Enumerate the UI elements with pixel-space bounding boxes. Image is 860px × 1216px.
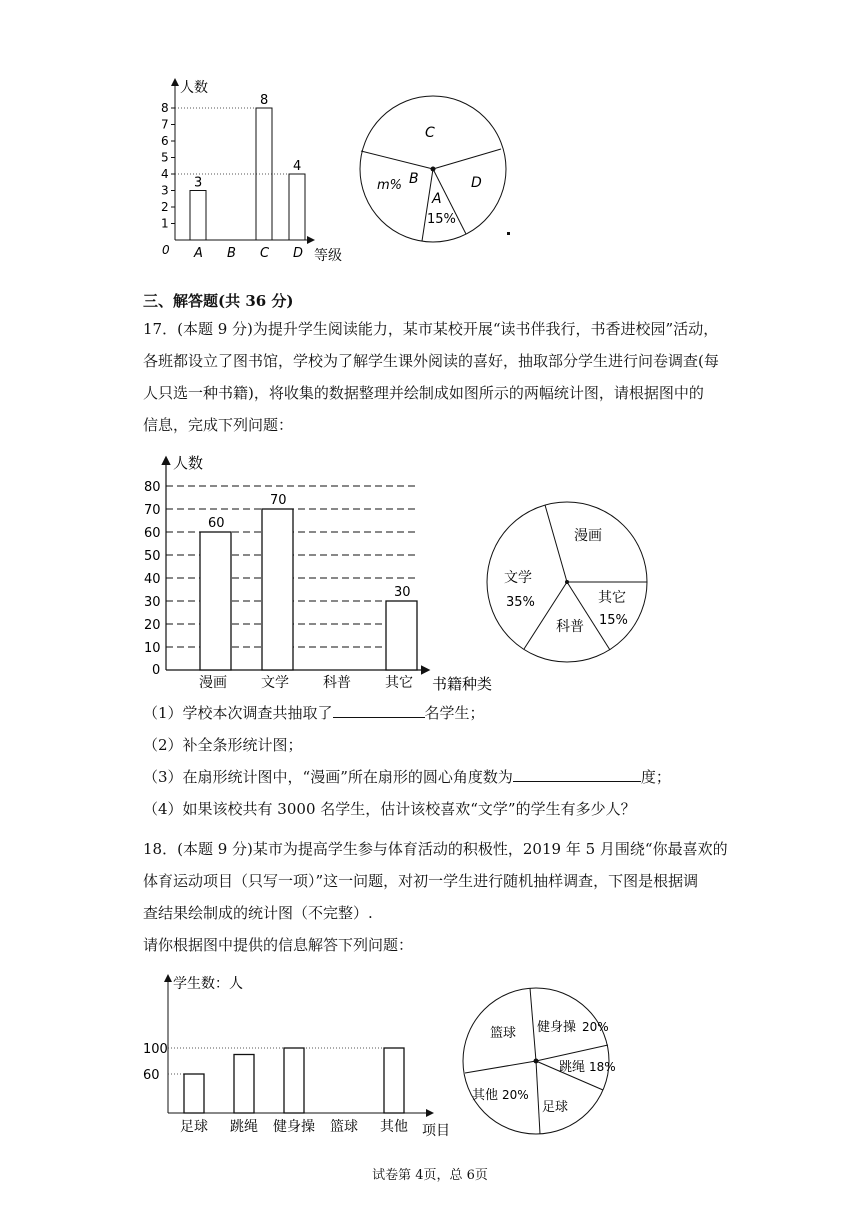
pie-label-wenxue-percent: 35% — [506, 595, 535, 610]
pie-label-qita: 其他 — [472, 1088, 499, 1103]
x-tick-label: 健身操 — [273, 1119, 315, 1135]
bar — [190, 191, 206, 241]
pie-label-qita: 其它 — [598, 590, 626, 606]
pie-label-jianshencao: 健身操 — [537, 1020, 577, 1035]
bar — [184, 1074, 204, 1113]
q18-line: 请你根据图中提供的信息解答下列问题： — [143, 936, 414, 954]
y-tick-label: 3 — [161, 183, 169, 198]
x-axis-label: 书籍种类 — [432, 675, 493, 693]
bar — [262, 509, 293, 670]
y-tick-label: 2 — [161, 200, 169, 214]
pie-slice-divider — [545, 505, 567, 582]
bar-value-label: 60 — [208, 516, 225, 531]
q18-line: 18．(本题 9 分)某市为提高学生参与体育活动的积极性，2019 年 5 月围绕“你最喜欢的 — [143, 840, 728, 858]
bar — [386, 601, 417, 670]
pie-slice-divider — [361, 151, 433, 169]
y-tick-label: 1 — [161, 216, 169, 231]
pie-label-tiaosheng: 跳绳 — [559, 1060, 586, 1075]
bar-value-label: 4 — [293, 159, 302, 174]
sports-pie-chart — [460, 985, 630, 1140]
y-tick-label: 6 — [161, 134, 169, 148]
pie-label-c: C — [425, 125, 435, 141]
question-18-text — [143, 833, 733, 961]
pie-label-manhua: 漫画 — [574, 528, 602, 544]
x-tick-label: B — [227, 246, 236, 261]
pie-slice-divider — [433, 149, 501, 169]
bar — [200, 532, 231, 670]
pie-label-zuqiu: 足球 — [542, 1100, 569, 1115]
answer-blank-3[interactable] — [513, 767, 641, 782]
bar — [256, 108, 272, 240]
bar-value-label: 30 — [394, 585, 411, 600]
bar — [284, 1048, 304, 1113]
y-tick-label: 5 — [161, 150, 169, 165]
sports-bar-chart — [140, 968, 460, 1148]
y-tick-label: 30 — [144, 595, 161, 610]
x-tick-label: 文学 — [261, 675, 289, 691]
pie-label-qita-percent: 15% — [599, 613, 628, 628]
bar-value-label: 70 — [270, 493, 287, 508]
q17-line: 17．(本题 9 分)为提升学生阅读能力，某市某校开展“读书伴我行，书香进校园”活动， — [143, 320, 719, 338]
y-axis-label: 人数 — [173, 454, 204, 472]
origin-label: 0 — [152, 663, 161, 678]
small-mark — [507, 232, 510, 235]
section-title: 三、解答题(共 36 分) — [143, 292, 294, 310]
x-tick-label: 篮球 — [330, 1119, 358, 1135]
pie-center-dot — [534, 1059, 539, 1064]
pie-label-lanqiu: 篮球 — [490, 1026, 517, 1041]
pie-label-b: B — [409, 171, 419, 187]
grade-bar-chart — [150, 70, 355, 270]
y-tick-label: 40 — [144, 572, 161, 587]
books-pie-chart — [482, 500, 662, 665]
question-17-text — [143, 313, 733, 441]
x-axis-label: 等级 — [314, 248, 342, 264]
pie-slice-divider — [530, 988, 536, 1061]
y-tick-label: 4 — [161, 167, 169, 181]
pie-center-dot — [565, 580, 569, 584]
y-tick-label: 60 — [144, 526, 161, 541]
bar — [384, 1048, 404, 1113]
x-tick-label: C — [260, 246, 270, 261]
q17-sub1-suffix: 名学生； — [424, 704, 485, 722]
origin-label: 0 — [162, 243, 170, 257]
y-tick-label: 80 — [144, 480, 161, 495]
y-tick-label: 70 — [144, 503, 161, 518]
pie-label-kepu: 科普 — [556, 619, 584, 635]
y-tick-label: 20 — [144, 618, 161, 633]
grade-pie-chart — [355, 93, 515, 248]
pie-slice-divider — [536, 1045, 608, 1061]
x-tick-label: D — [293, 246, 304, 261]
x-axis-label: 项目 — [422, 1123, 450, 1139]
pie-label-wenxue: 文学 — [504, 570, 532, 586]
q17-sub1-text: （1）学校本次调查共抽取了 — [143, 704, 333, 722]
books-bar-chart — [140, 450, 510, 695]
q17-sub3 — [143, 761, 733, 793]
question-17-subquestions — [143, 697, 733, 825]
pie-label-tiaosheng-percent: 18% — [589, 1060, 616, 1074]
pie-slice-divider — [524, 582, 567, 649]
y-tick-label: 7 — [161, 117, 169, 132]
answer-blank-1[interactable] — [333, 703, 425, 718]
x-tick-label: 足球 — [180, 1119, 208, 1135]
q17-line: 各班都设立了图书馆，学校为了解学生课外阅读的喜好，抽取部分学生进行问卷调查(每 — [143, 352, 719, 370]
y-tick-label: 8 — [161, 101, 169, 115]
q18-line: 体育运动项目（只写一项）”这一问题，对初一学生进行随机抽样调查，下图是根据调 — [143, 872, 699, 890]
x-tick-label: A — [194, 246, 203, 261]
bar — [289, 174, 305, 240]
page-footer: 试卷第 4页，总 6页 — [372, 1168, 488, 1183]
bar-value-label: 3 — [194, 175, 203, 191]
bar — [234, 1055, 254, 1114]
pie-label-b-percent: m% — [377, 178, 403, 193]
pie-label-qita-percent: 20% — [502, 1088, 529, 1102]
pie-label-d: D — [471, 175, 482, 191]
q17-line: 信息，完成下列问题： — [143, 416, 294, 434]
pie-slice-divider — [465, 1061, 536, 1073]
pie-label-a-percent: 15% — [427, 212, 456, 227]
pie-center-dot — [431, 167, 436, 172]
y-axis-label: 人数 — [180, 80, 208, 96]
q17-line: 人只选一种书籍)，将收集的数据整理并绘制成如图所示的两幅统计图，请根据图中的 — [143, 384, 704, 402]
q17-sub4: （4）如果该校共有 3000 名学生，估计该校喜欢“文学”的学生有多少人？ — [143, 800, 636, 818]
q17-sub3-suffix: 度； — [640, 768, 671, 786]
pie-label-jianshencao-percent: 20% — [582, 1020, 609, 1034]
y-axis-label: 学生数：人 — [173, 976, 243, 992]
x-tick-label: 跳绳 — [230, 1119, 258, 1135]
x-tick-label: 其他 — [380, 1119, 408, 1135]
y-tick-label: 60 — [143, 1068, 160, 1083]
x-tick-label: 科普 — [323, 675, 351, 691]
x-tick-label: 其它 — [385, 675, 413, 691]
q17-sub2: （2）补全条形统计图； — [143, 736, 303, 754]
pie-label-a: A — [432, 191, 442, 207]
bar-value-label: 8 — [260, 93, 269, 108]
y-tick-label: 100 — [143, 1042, 168, 1057]
q17-sub3-text: （3）在扇形统计图中，“漫画”所在扇形的圆心角度数为 — [143, 768, 513, 786]
q17-sub1 — [143, 697, 733, 729]
y-tick-label: 50 — [144, 549, 161, 564]
q18-line: 查结果绘制成的统计图（不完整）. — [143, 904, 373, 922]
pie-slice-divider — [536, 1061, 540, 1134]
x-tick-label: 漫画 — [199, 675, 227, 691]
y-tick-label: 10 — [144, 641, 161, 656]
